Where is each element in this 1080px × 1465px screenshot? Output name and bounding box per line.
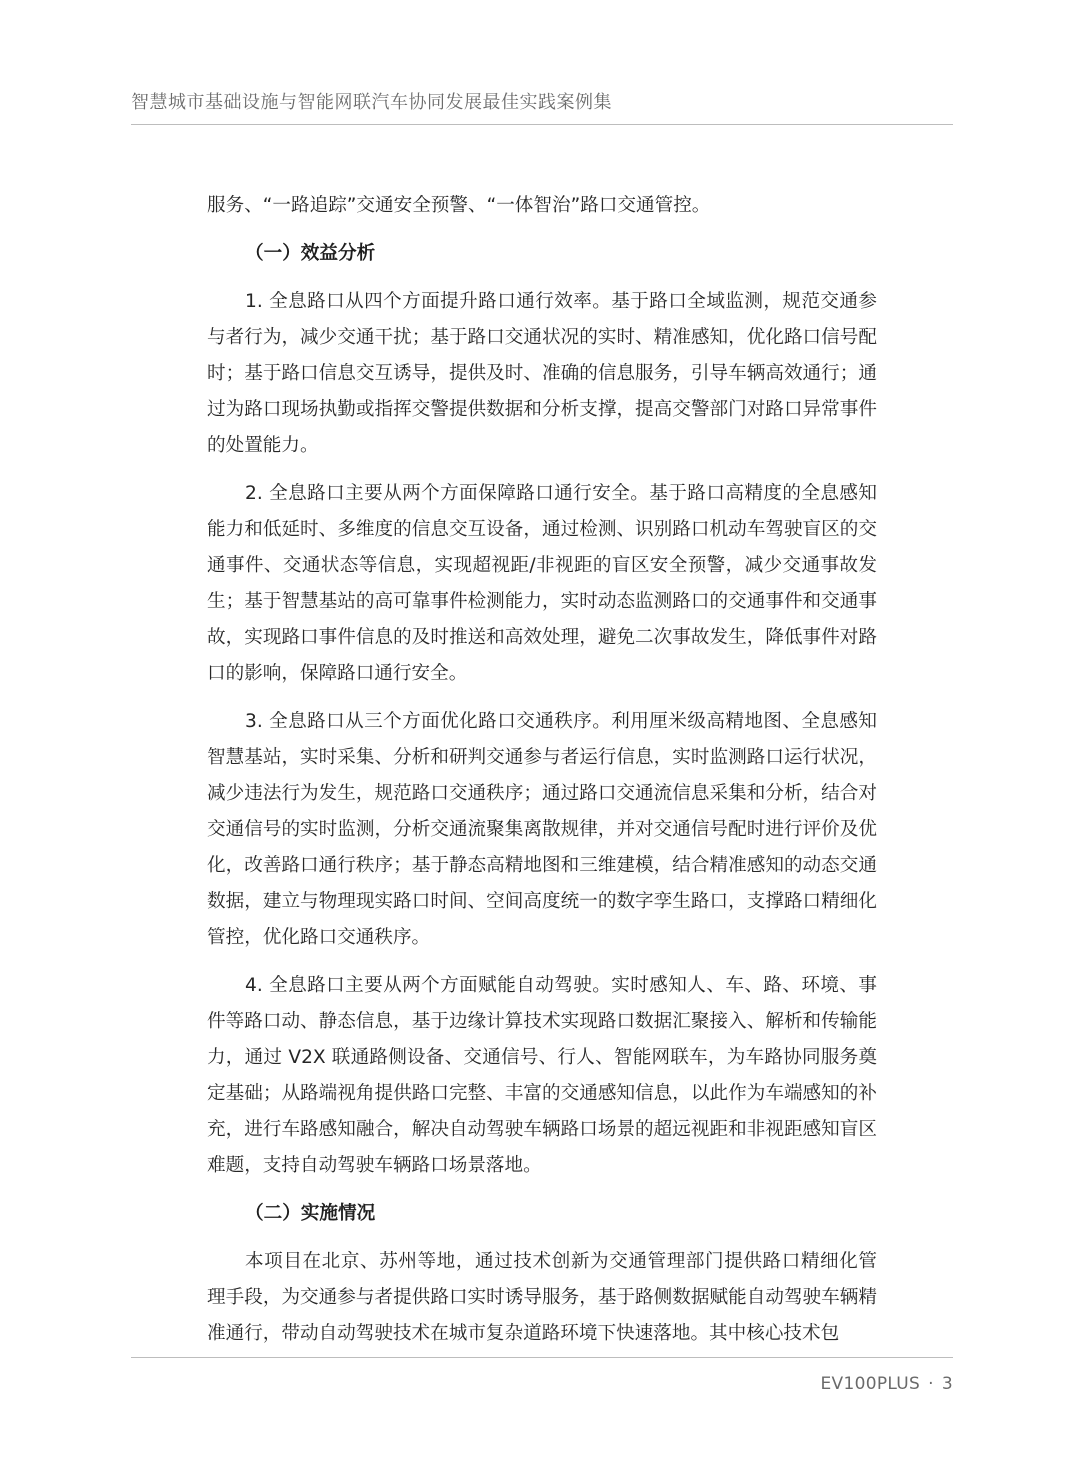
footer-divider [131,1357,953,1358]
intro-paragraph: 服务、“一路追踪”交通安全预警、“一体智治”路口交通管控。 [207,195,711,216]
header-divider [131,124,953,125]
page-body [207,188,877,1352]
benefit-paragraph-2: 2. 全息路口主要从两个方面保障路口通行安全。基于路口高精度的全息感知能力和低延时、多维度的信息交互设备，通过检测、识别路口机动车驾驶盲区的交通事件、交通状态等信息，实现超视距/非视距的盲区安全预警，减少交通事故发生；基于智慧基站的高可靠事件检测能力，实时动态监测路口的交通事件和交通事故，实现路口事件信息的及时推送和高效处理，避免二次事故发生，降低事件对路口的影响，保障路口通行安全。 [207,483,877,684]
running-header-title: 智慧城市基础设施与智能网联汽车协同发展最佳实践案例集 [131,92,612,113]
footer-separator: · [928,1374,934,1394]
benefit-paragraph-3: 3. 全息路口从三个方面优化路口交通秩序。利用厘米级高精地图、全息感知智慧基站，实时采集、分析和研判交通参与者运行信息，实时监测路口运行状况，减少违法行为发生，规范路口交通秩序；通过路口交通流信息采集和分析，结合对交通信号的实时监测，分析交通流聚集离散规律，并对交通信号配时进行评价及优化，改善路口通行秩序；基于静态高精地图和三维建模，结合精准感知的动态交通数据，建立与物理现实路口时间、空间高度统一的数字孪生路口，支撑路口精细化管控，优化路口交通秩序。 [207,711,877,948]
benefit-paragraph-1: 1. 全息路口从四个方面提升路口通行效率。基于路口全域监测，规范交通参与者行为，减少交通干扰；基于路口交通状况的实时、精准感知，优化路口信号配时；基于路口信息交互诱导，提供及时、准确的信息服务，引导车辆高效通行；通过为路口现场执勤或指挥交警提供数据和分析支撑，提高交警部门对路口异常事件的处置能力。 [207,291,877,456]
benefit-paragraph-4: 4. 全息路口主要从两个方面赋能自动驾驶。实时感知人、车、路、环境、事件等路口动、静态信息，基于边缘计算技术实现路口数据汇聚接入、解析和传输能力，通过 V2X 联通路侧设备、交通信号、行人、智能网联车，为车路协同服务奠定基础；从路端视角提供路口完整、丰富的交通感知信息，以此作为车端感知的补充，进行车路感知融合，解决自动驾驶车辆路口场景的超远视距和非视距感知盲区难题，支持自动驾驶车辆路口场景落地。 [207,975,877,1176]
page-footer [821,1374,953,1394]
implementation-paragraph-1: 本项目在北京、苏州等地，通过技术创新为交通管理部门提供路口精细化管理手段，为交通参与者提供路口实时诱导服务，基于路侧数据赋能自动驾驶车辆精准通行，带动自动驾驶技术在城市复杂道路环境下快速落地。其中核心技术包 [207,1251,877,1344]
footer-publication: EV100PLUS [820,1374,921,1394]
section-heading-implementation: （二）实施情况 [245,1203,376,1224]
page-number: 3 [941,1374,953,1394]
section-heading-benefit-analysis: （一）效益分析 [245,243,376,264]
